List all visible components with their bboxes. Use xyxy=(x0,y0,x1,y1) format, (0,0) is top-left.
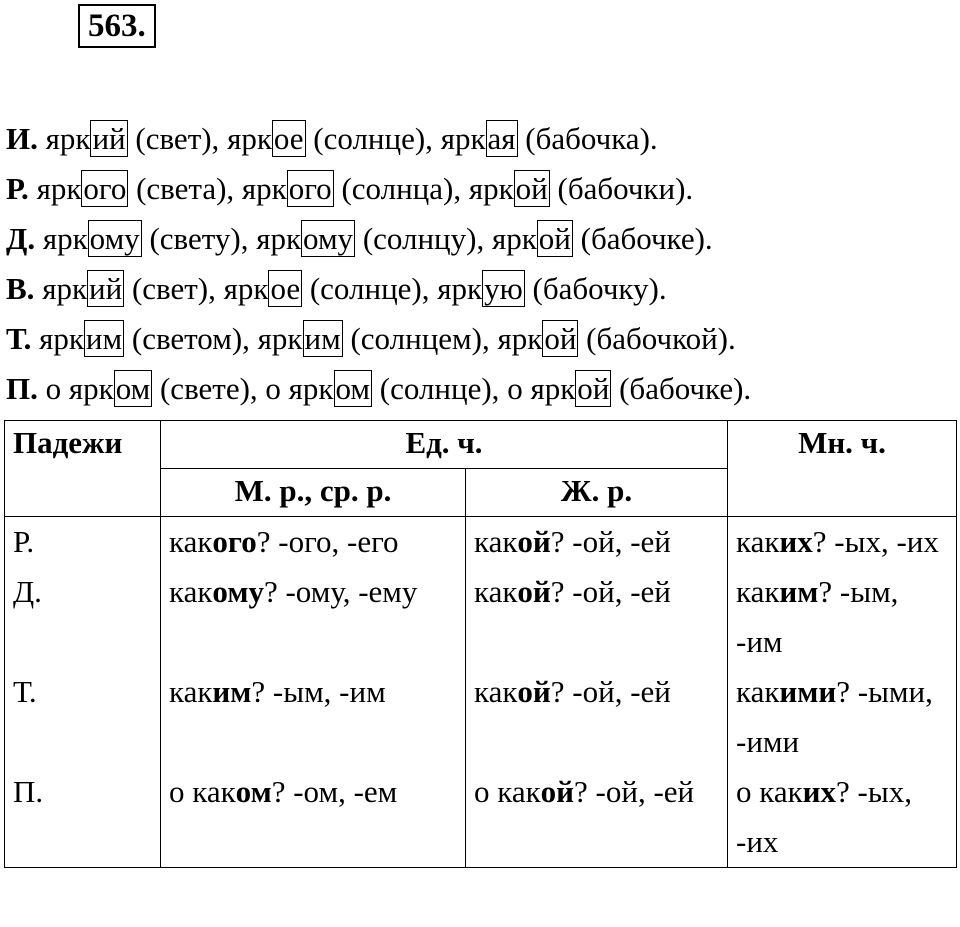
header-singular: Ед. ч. xyxy=(161,421,728,469)
table-row xyxy=(5,567,957,667)
question-prefix: как xyxy=(169,674,213,709)
fem-cell xyxy=(466,767,728,868)
case-cell: Р. xyxy=(5,517,161,568)
fem-cell xyxy=(466,517,728,568)
ending-box: ому xyxy=(303,221,354,256)
noun-in-parentheses: (бабочке). xyxy=(572,221,713,256)
question-prefix: как xyxy=(474,674,518,709)
word-stem: ярк xyxy=(45,121,91,156)
question-prefix: как xyxy=(169,524,213,559)
question-ending: ому xyxy=(212,574,264,609)
word-stem: о ярк xyxy=(265,371,334,406)
noun-in-parentheses: (бабочку). xyxy=(524,271,667,306)
plural-cell xyxy=(728,667,957,767)
question-ending: их xyxy=(779,524,813,559)
ending-box: им xyxy=(304,321,341,356)
case-label: Т. xyxy=(6,321,40,356)
noun-in-parentheses: (солнцем), xyxy=(342,321,498,356)
word-stem: ярк xyxy=(437,271,483,306)
masc-neut-cell xyxy=(161,517,466,568)
noun-in-parentheses: (бабочкой). xyxy=(578,321,736,356)
fem-cell xyxy=(466,567,728,667)
case-label: В. xyxy=(6,271,43,306)
question-prefix: как xyxy=(736,674,780,709)
question-prefix: о как xyxy=(736,774,803,809)
declension-line xyxy=(6,114,751,164)
question-prefix: как xyxy=(474,524,518,559)
question-prefix: как xyxy=(736,574,780,609)
word-stem: ярк xyxy=(468,171,514,206)
word-stem: ярк xyxy=(227,121,272,156)
declension-line xyxy=(6,264,751,314)
word-stem: ярк xyxy=(36,171,82,206)
case-label: Д. xyxy=(6,221,43,256)
exercise-number: 563. xyxy=(78,4,156,48)
ending-box: ий xyxy=(92,121,126,156)
masc-neut-cell xyxy=(161,567,466,667)
question-ending: их xyxy=(802,774,837,809)
declension-lines xyxy=(6,114,751,414)
ending-box: ую xyxy=(484,271,523,306)
header-cases: Падежи xyxy=(5,421,161,517)
word-stem: ярк xyxy=(497,321,543,356)
endings-list: ? -ой, -ей xyxy=(550,574,671,609)
case-cell: П. xyxy=(5,767,161,868)
plural-cell xyxy=(728,567,957,667)
case-label: И. xyxy=(6,121,46,156)
endings-list: ? -ой, -ей xyxy=(550,524,671,559)
ending-box: им xyxy=(85,321,123,356)
ending-box: ом xyxy=(115,371,151,406)
word-stem: ярк xyxy=(223,271,269,306)
declension-table xyxy=(4,420,957,868)
endings-list: ? -ой, -ей xyxy=(574,774,695,809)
endings-list: ? -ом, -ем xyxy=(271,774,398,809)
ending-box: ий xyxy=(89,271,123,306)
noun-in-parentheses: (света), xyxy=(128,171,242,206)
endings-list: ? -ого, -его xyxy=(256,524,399,559)
noun-in-parentheses: (бабочке). xyxy=(611,371,752,406)
noun-in-parentheses: (свету), xyxy=(141,221,257,256)
question-ending: ой xyxy=(540,774,575,809)
table-row xyxy=(5,767,957,868)
word-stem: ярк xyxy=(241,171,287,206)
question-ending: ой xyxy=(517,674,551,709)
case-cell: Т. xyxy=(5,667,161,767)
noun-in-parentheses: (солнце), xyxy=(372,371,508,406)
table-row xyxy=(5,667,957,767)
ending-box: ая xyxy=(487,121,516,156)
question-ending: им xyxy=(212,674,252,709)
plural-cell xyxy=(728,767,957,868)
noun-in-parentheses: (светом), xyxy=(124,321,258,356)
ending-box: ой xyxy=(538,221,571,256)
noun-in-parentheses: (солнца), xyxy=(333,171,469,206)
masc-neut-cell xyxy=(161,667,466,767)
declension-line xyxy=(6,364,751,414)
word-stem: ярк xyxy=(42,221,88,256)
question-ending: ого xyxy=(212,524,257,559)
word-stem: ярк xyxy=(39,321,84,356)
declension-line xyxy=(6,164,751,214)
word-stem: о ярк xyxy=(45,371,114,406)
question-prefix: как xyxy=(474,574,518,609)
endings-list: ? -ых, -их xyxy=(736,774,912,859)
case-label: Р. xyxy=(6,171,37,206)
ending-box: ой xyxy=(515,171,548,206)
ending-box: ого xyxy=(83,171,127,206)
word-stem: ярк xyxy=(491,221,537,256)
word-stem: ярк xyxy=(256,221,302,256)
table-header-row xyxy=(5,421,957,469)
ending-box: ой xyxy=(577,371,610,406)
case-cell: Д. xyxy=(5,567,161,667)
case-label: П. xyxy=(6,371,46,406)
masc-neut-cell xyxy=(161,767,466,868)
word-stem: ярк xyxy=(42,271,88,306)
header-plural: Мн. ч. xyxy=(728,421,957,517)
endings-list: ? -ой, -ей xyxy=(550,674,671,709)
fem-cell xyxy=(466,667,728,767)
question-prefix: как xyxy=(736,524,780,559)
ending-box: ому xyxy=(89,221,140,256)
declension-line xyxy=(6,214,751,264)
noun-in-parentheses: (солнце), xyxy=(302,271,438,306)
header-fem: Ж. р. xyxy=(466,469,728,517)
question-ending: им xyxy=(779,574,819,609)
question-prefix: о как xyxy=(474,774,541,809)
ending-box: ой xyxy=(544,321,577,356)
noun-in-parentheses: (свете), xyxy=(152,371,266,406)
endings-list: ? -ыми, -ими xyxy=(736,674,933,759)
header-masc-neut: М. р., ср. р. xyxy=(161,469,466,517)
word-stem: ярк xyxy=(257,321,303,356)
plural-cell xyxy=(728,517,957,568)
ending-box: ое xyxy=(273,121,304,156)
noun-in-parentheses: (солнце), xyxy=(305,121,441,156)
word-stem: ярк xyxy=(440,121,486,156)
question-ending: ом xyxy=(235,774,272,809)
word-stem: о ярк xyxy=(507,371,576,406)
ending-box: ое xyxy=(270,271,301,306)
question-prefix: о как xyxy=(169,774,236,809)
ending-box: ом xyxy=(335,371,371,406)
endings-list: ? -ым, -им xyxy=(736,574,899,659)
noun-in-parentheses: (бабочки). xyxy=(549,171,694,206)
question-ending: ой xyxy=(517,524,551,559)
endings-list: ? -ым, -им xyxy=(251,674,386,709)
noun-in-parentheses: (солнцу), xyxy=(355,221,492,256)
declension-line xyxy=(6,314,751,364)
endings-list: ? -ому, -ему xyxy=(263,574,418,609)
noun-in-parentheses: (свет), xyxy=(127,121,228,156)
noun-in-parentheses: (бабочка). xyxy=(517,121,658,156)
table-row xyxy=(5,517,957,568)
question-ending: ими xyxy=(779,674,837,709)
endings-list: ? -ых, -их xyxy=(812,524,939,559)
question-ending: ой xyxy=(517,574,551,609)
ending-box: ого xyxy=(288,171,332,206)
noun-in-parentheses: (свет), xyxy=(124,271,224,306)
question-prefix: как xyxy=(169,574,213,609)
